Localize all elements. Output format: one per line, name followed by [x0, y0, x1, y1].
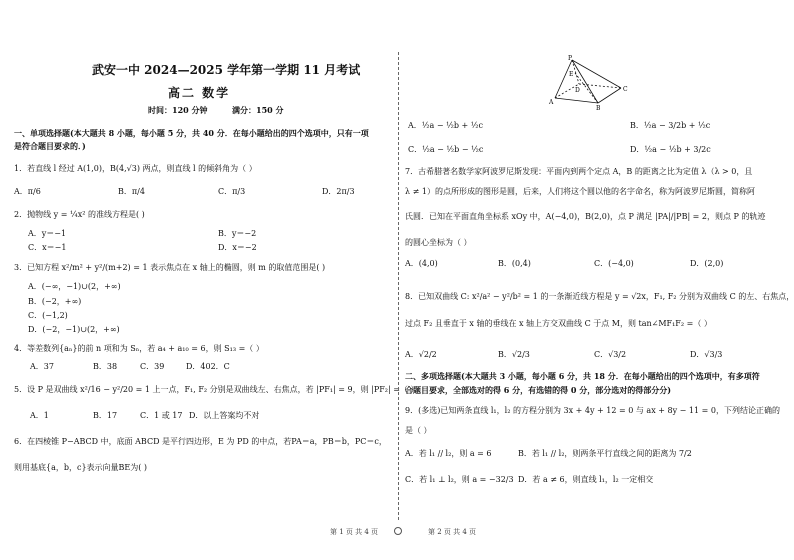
q5-option-c: C．1 或 17 — [140, 411, 183, 420]
exam-subtitle: 高二 数学 — [168, 86, 231, 100]
question-7-line4: 的圆心坐标为（ ） — [405, 238, 472, 247]
question-8-line1: 8．已知双曲线 C: x²/a² − y²/b² = 1 的一条渐近线方程是 y = √2x，F₁, F₂ 分别为双曲线 C 的左、右焦点， — [405, 292, 794, 301]
q9-option-c: C．若 l₁ ⊥ l₂，则 a = −32/3 — [405, 475, 514, 484]
q4-option-b: B．38 — [93, 362, 118, 371]
question-4: 4．等差数列{aₙ}的前 n 项和为 Sₙ，若 a₄ + a₁₀ = 6，则 S₁₃ =（ ） — [14, 344, 264, 353]
question-1: 1．若直线 l 经过 A(1,0)，B(4,√3) 两点，则直线 l 的倾斜角为（ ） — [14, 164, 257, 173]
figure-label-d: D — [575, 87, 580, 94]
exam-time: 时间：120 分钟 — [148, 105, 208, 115]
q2-option-b: B．y＝−2 — [218, 229, 257, 238]
q5-option-b: B．17 — [93, 411, 118, 420]
section1-heading-line1: 一、单项选择题(本大题共 8 小题，每小题 5 分，共 40 分．在每小题给出的四个选项中，只有一项 — [14, 128, 369, 138]
q7-option-b: B．(0,4) — [498, 259, 531, 268]
q6-option-b: B．½a − 3/2b + ½c — [630, 121, 711, 130]
question-9-line2: 是（ ） — [405, 426, 432, 435]
question-6-line1: 6．在四棱锥 P−ABCD 中，底面 ABCD 是平行四边形，E 为 PD 的中点，若PA＝a，PB＝b，PC＝c， — [14, 437, 387, 446]
q1-option-a: A．π/6 — [14, 187, 41, 196]
figure-label-p: P — [568, 55, 573, 62]
q1-option-d: D．2π/3 — [322, 187, 355, 196]
q3-option-a: A．(−∞，−1)∪(2，+∞) — [28, 282, 121, 291]
figure-label-c: C — [623, 86, 628, 93]
q5-option-d: D．以上答案均不对 — [189, 411, 260, 420]
question-6-line2: 则用基底{a，b，c}表示向量BE为( ) — [14, 463, 148, 472]
question-7-line3: 氏圆．已知在平面直角坐标系 xOy 中，A(−4,0)，B(2,0)，点 P 满足 |PA|/|PB| = 2，则点 P 的轨迹 — [405, 212, 766, 221]
q2-option-c: C．x＝−1 — [28, 243, 67, 252]
question-7-line2: λ ≠ 1）的点所形成的图形是圆，后来，人们将这个圆以他的名字命名，称为阿波罗尼斯圆，简称阿 — [405, 187, 755, 196]
exam-title: 武安一中 2024—2025 学年第一学期 11 月考试 — [92, 63, 361, 77]
question-7-line1: 7．古希腊著名数学家阿波罗尼斯发现：平面内到两个定点 A，B 的距离之比为定值 λ（λ > 0，且 — [405, 167, 753, 176]
exam-score: 满分：150 分 — [232, 105, 284, 115]
q7-option-a: A．(4,0) — [405, 259, 438, 268]
q5-option-a: A．1 — [30, 411, 49, 420]
question-2: 2．抛物线 y = ¼x² 的准线方程是( ) — [14, 210, 145, 219]
question-8-line2: 过点 F₂ 且垂直于 x 轴的垂线在 x 轴上方交双曲线 C 于点 M，则 tan∠MF₁F₂ =（ ） — [405, 319, 712, 328]
q8-option-c: C．√3/2 — [594, 350, 627, 359]
figure-label-a: A — [549, 99, 554, 106]
q6-option-a: A．½a − ½b + ½c — [408, 121, 483, 130]
q6-option-c: C．½a − ½b − ½c — [408, 145, 484, 154]
q6-option-d: D．½a − ½b + 3/2c — [630, 145, 711, 154]
q4-option-c: C．39 — [140, 362, 165, 371]
section1-heading-line2: 是符合题目要求的．) — [14, 141, 86, 151]
q8-option-d: D．√3/3 — [690, 350, 723, 359]
q3-option-b: B．(−2，+∞) — [28, 297, 82, 306]
center-binding-dot — [394, 527, 402, 535]
section2-heading-line2: 合题目要求，全部选对的得 6 分，有选错的得 0 分，部分选对的得部分分) — [405, 385, 672, 395]
section2-heading-line1: 二、多项选择题(本大题共 3 小题，每小题 6 分，共 18 分．在每小题给出的四个选项中，有多项符 — [405, 371, 760, 381]
q7-option-c: C．(−4,0) — [594, 259, 634, 268]
q3-option-c: C．(−1,2) — [28, 311, 68, 320]
question-9-line1: 9．(多选)已知两条直线 l₁，l₂ 的方程分别为 3x + 4y + 12 = 0 与 ax + 8y − 11 = 0，下列结论正确的 — [405, 406, 780, 415]
figure-label-e: E — [569, 71, 574, 78]
footer-page-left: 第 1 页 共 4 页 — [330, 528, 379, 536]
q9-option-a: A．若 l₁ // l₂，则 a = 6 — [405, 449, 492, 458]
pyramid-figure — [545, 54, 635, 110]
column-divider — [398, 52, 399, 520]
q4-option-a: A．37 — [30, 362, 54, 371]
q2-option-a: A．y＝−1 — [28, 229, 67, 238]
q9-option-b: B．若 l₁ // l₂，则两条平行直线之间的距离为 7/2 — [518, 449, 692, 458]
q8-option-a: A．√2/2 — [405, 350, 437, 359]
q1-option-c: C．π/3 — [218, 187, 246, 196]
q9-option-d: D．若 a ≠ 6，则直线 l₁，l₂ 一定相交 — [518, 475, 654, 484]
question-3: 3．已知方程 x²/m² + y²/(m+2) = 1 表示焦点在 x 轴上的椭圆，则 m 的取值范围是( ) — [14, 263, 326, 272]
q3-option-d: D．(−2，−1)∪(2，+∞) — [28, 325, 120, 334]
figure-label-b: B — [596, 105, 601, 110]
q7-option-d: D．(2,0) — [690, 259, 724, 268]
q8-option-b: B．√2/3 — [498, 350, 530, 359]
q4-option-d: D．402．C — [186, 362, 230, 371]
question-5: 5．设 P 是双曲线 x²/16 − y²/20 = 1 上一点，F₁, F₂ 分别是双曲线左、右焦点，若 |PF₁| = 9，则 |PF₂| =（ ） — [14, 385, 419, 394]
footer-page-right: 第 2 页 共 4 页 — [428, 528, 477, 536]
q2-option-d: D．x＝−2 — [218, 243, 257, 252]
q1-option-b: B．π/4 — [118, 187, 145, 196]
